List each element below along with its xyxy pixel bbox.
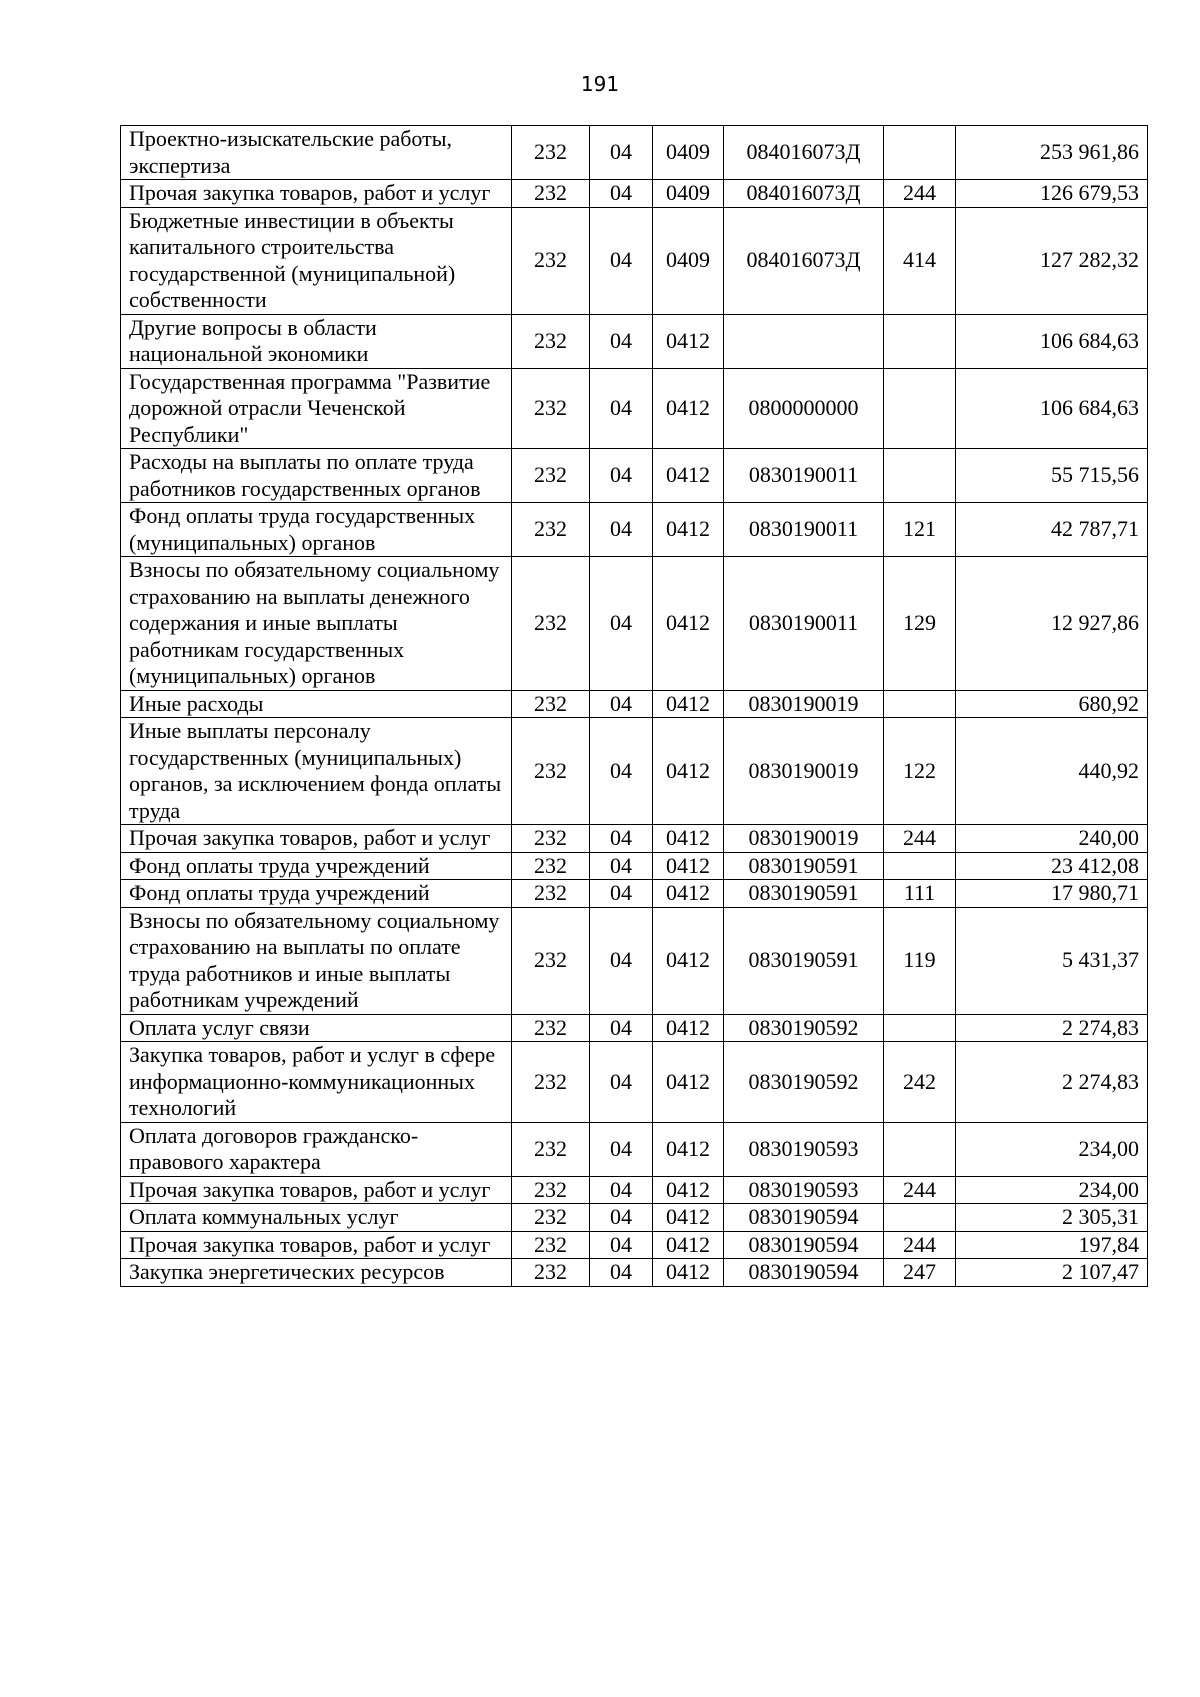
- row-name: Иные расходы: [121, 690, 512, 718]
- table-row: [121, 180, 1148, 208]
- row-target-article-code: 0830190011: [724, 557, 884, 691]
- row-name: Фонд оплаты труда государственных (муниципальных) органов: [121, 503, 512, 557]
- row-name: Взносы по обязательному социальному страхованию на выплаты по оплате труда работников и иные выплаты работникам учреждений: [121, 907, 512, 1014]
- row-target-article-code: 0830190594: [724, 1259, 884, 1287]
- row-grbs-code: 232: [512, 1122, 590, 1176]
- row-name: Прочая закупка товаров, работ и услуг: [121, 825, 512, 853]
- row-expense-type-code: 111: [884, 880, 956, 908]
- row-target-article-code: 0830190594: [724, 1231, 884, 1259]
- row-subsection-code: 0409: [653, 180, 724, 208]
- row-grbs-code: 232: [512, 907, 590, 1014]
- row-expense-type-code: [884, 449, 956, 503]
- row-name: Оплата договоров гражданско-правового характера: [121, 1122, 512, 1176]
- row-amount: 2 305,31: [956, 1204, 1148, 1232]
- row-target-article-code: [724, 314, 884, 368]
- table-row: [121, 690, 1148, 718]
- row-subsection-code: 0409: [653, 207, 724, 314]
- row-target-article-code: 0830190592: [724, 1014, 884, 1042]
- table-row: [121, 852, 1148, 880]
- row-grbs-code: 232: [512, 1014, 590, 1042]
- row-expense-type-code: 247: [884, 1259, 956, 1287]
- row-grbs-code: 232: [512, 852, 590, 880]
- row-name: Фонд оплаты труда учреждений: [121, 880, 512, 908]
- table-row: [121, 1176, 1148, 1204]
- row-expense-type-code: 244: [884, 825, 956, 853]
- row-subsection-code: 0412: [653, 314, 724, 368]
- row-subsection-code: 0412: [653, 449, 724, 503]
- row-amount: 127 282,32: [956, 207, 1148, 314]
- row-expense-type-code: 119: [884, 907, 956, 1014]
- row-section-code: 04: [590, 503, 653, 557]
- table-row: [121, 1259, 1148, 1287]
- row-amount: 440,92: [956, 718, 1148, 825]
- row-expense-type-code: 244: [884, 1231, 956, 1259]
- table-row: [121, 1204, 1148, 1232]
- row-grbs-code: 232: [512, 718, 590, 825]
- row-name: Оплата коммунальных услуг: [121, 1204, 512, 1232]
- row-expense-type-code: 414: [884, 207, 956, 314]
- table-row: [121, 207, 1148, 314]
- row-target-article-code: 0830190011: [724, 503, 884, 557]
- row-subsection-code: 0412: [653, 1014, 724, 1042]
- row-expense-type-code: 244: [884, 180, 956, 208]
- row-section-code: 04: [590, 1231, 653, 1259]
- row-section-code: 04: [590, 557, 653, 691]
- budget-table: [120, 125, 1148, 1287]
- row-subsection-code: 0412: [653, 1042, 724, 1123]
- row-target-article-code: 0830190591: [724, 907, 884, 1014]
- row-grbs-code: 232: [512, 557, 590, 691]
- row-subsection-code: 0412: [653, 880, 724, 908]
- row-amount: 2 274,83: [956, 1014, 1148, 1042]
- row-amount: 42 787,71: [956, 503, 1148, 557]
- row-amount: 126 679,53: [956, 180, 1148, 208]
- row-target-article-code: 0830190591: [724, 880, 884, 908]
- row-expense-type-code: [884, 690, 956, 718]
- row-section-code: 04: [590, 1259, 653, 1287]
- row-amount: 23 412,08: [956, 852, 1148, 880]
- row-grbs-code: 232: [512, 503, 590, 557]
- row-amount: 106 684,63: [956, 368, 1148, 449]
- row-target-article-code: 0830190592: [724, 1042, 884, 1123]
- table-row: [121, 126, 1148, 180]
- row-target-article-code: 0830190594: [724, 1204, 884, 1232]
- row-grbs-code: 232: [512, 825, 590, 853]
- table-row: [121, 907, 1148, 1014]
- table-row: [121, 368, 1148, 449]
- row-grbs-code: 232: [512, 1231, 590, 1259]
- row-expense-type-code: [884, 314, 956, 368]
- row-amount: 5 431,37: [956, 907, 1148, 1014]
- row-expense-type-code: 122: [884, 718, 956, 825]
- row-expense-type-code: [884, 368, 956, 449]
- row-name: Прочая закупка товаров, работ и услуг: [121, 1176, 512, 1204]
- table-row: [121, 1042, 1148, 1123]
- row-amount: 240,00: [956, 825, 1148, 853]
- row-grbs-code: 232: [512, 180, 590, 208]
- row-grbs-code: 232: [512, 368, 590, 449]
- row-amount: 197,84: [956, 1231, 1148, 1259]
- row-subsection-code: 0412: [653, 852, 724, 880]
- row-section-code: 04: [590, 1042, 653, 1123]
- row-target-article-code: 0830190591: [724, 852, 884, 880]
- row-name: Закупка товаров, работ и услуг в сфере информационно-коммуникационных технологий: [121, 1042, 512, 1123]
- row-expense-type-code: 244: [884, 1176, 956, 1204]
- row-subsection-code: 0412: [653, 690, 724, 718]
- row-section-code: 04: [590, 907, 653, 1014]
- row-grbs-code: 232: [512, 1204, 590, 1232]
- row-name: Прочая закупка товаров, работ и услуг: [121, 1231, 512, 1259]
- row-section-code: 04: [590, 180, 653, 208]
- row-target-article-code: 084016073Д: [724, 180, 884, 208]
- row-target-article-code: 0830190019: [724, 718, 884, 825]
- row-target-article-code: 0830190593: [724, 1176, 884, 1204]
- row-subsection-code: 0412: [653, 1122, 724, 1176]
- row-section-code: 04: [590, 314, 653, 368]
- row-amount: 680,92: [956, 690, 1148, 718]
- row-grbs-code: 232: [512, 449, 590, 503]
- row-amount: 12 927,86: [956, 557, 1148, 691]
- row-amount: 234,00: [956, 1176, 1148, 1204]
- table-row: [121, 1231, 1148, 1259]
- table-row: [121, 449, 1148, 503]
- row-section-code: 04: [590, 1176, 653, 1204]
- row-target-article-code: 084016073Д: [724, 126, 884, 180]
- row-subsection-code: 0412: [653, 907, 724, 1014]
- row-amount: 2 107,47: [956, 1259, 1148, 1287]
- row-subsection-code: 0409: [653, 126, 724, 180]
- row-section-code: 04: [590, 690, 653, 718]
- row-expense-type-code: [884, 126, 956, 180]
- row-section-code: 04: [590, 126, 653, 180]
- row-target-article-code: 084016073Д: [724, 207, 884, 314]
- row-section-code: 04: [590, 825, 653, 853]
- row-section-code: 04: [590, 207, 653, 314]
- table-row: [121, 880, 1148, 908]
- row-target-article-code: 0800000000: [724, 368, 884, 449]
- row-amount: 253 961,86: [956, 126, 1148, 180]
- table-row: [121, 1122, 1148, 1176]
- row-name: Взносы по обязательному социальному страхованию на выплаты денежного содержания и иные выплаты работникам государственных (муниципальных) органов: [121, 557, 512, 691]
- row-subsection-code: 0412: [653, 503, 724, 557]
- row-grbs-code: 232: [512, 690, 590, 718]
- row-grbs-code: 232: [512, 314, 590, 368]
- row-expense-type-code: [884, 852, 956, 880]
- row-name: Закупка энергетических ресурсов: [121, 1259, 512, 1287]
- row-target-article-code: 0830190011: [724, 449, 884, 503]
- row-name: Проектно-изыскательские работы, экспертиза: [121, 126, 512, 180]
- row-subsection-code: 0412: [653, 1176, 724, 1204]
- row-section-code: 04: [590, 368, 653, 449]
- table-row: [121, 503, 1148, 557]
- table-row: [121, 557, 1148, 691]
- row-name: Иные выплаты персоналу государственных (муниципальных) органов, за исключением фонда оплаты труда: [121, 718, 512, 825]
- row-name: Государственная программа "Развитие дорожной отрасли Чеченской Республики": [121, 368, 512, 449]
- row-grbs-code: 232: [512, 126, 590, 180]
- row-grbs-code: 232: [512, 1042, 590, 1123]
- row-grbs-code: 232: [512, 1259, 590, 1287]
- table-row: [121, 314, 1148, 368]
- row-subsection-code: 0412: [653, 557, 724, 691]
- row-subsection-code: 0412: [653, 825, 724, 853]
- row-name: Оплата услуг связи: [121, 1014, 512, 1042]
- row-name: Фонд оплаты труда учреждений: [121, 852, 512, 880]
- row-amount: 55 715,56: [956, 449, 1148, 503]
- row-section-code: 04: [590, 852, 653, 880]
- row-name: Бюджетные инвестиции в объекты капитального строительства государственной (муниципальной) собственности: [121, 207, 512, 314]
- row-amount: 106 684,63: [956, 314, 1148, 368]
- row-grbs-code: 232: [512, 207, 590, 314]
- row-name: Расходы на выплаты по оплате труда работников государственных органов: [121, 449, 512, 503]
- row-subsection-code: 0412: [653, 368, 724, 449]
- row-expense-type-code: 121: [884, 503, 956, 557]
- row-name: Прочая закупка товаров, работ и услуг: [121, 180, 512, 208]
- table-row: [121, 825, 1148, 853]
- row-section-code: 04: [590, 1204, 653, 1232]
- page-number: 191: [580, 72, 620, 96]
- row-subsection-code: 0412: [653, 1259, 724, 1287]
- row-section-code: 04: [590, 718, 653, 825]
- row-section-code: 04: [590, 1014, 653, 1042]
- row-subsection-code: 0412: [653, 1204, 724, 1232]
- table-row: [121, 718, 1148, 825]
- row-section-code: 04: [590, 1122, 653, 1176]
- row-amount: 2 274,83: [956, 1042, 1148, 1123]
- row-target-article-code: 0830190593: [724, 1122, 884, 1176]
- row-subsection-code: 0412: [653, 1231, 724, 1259]
- row-amount: 17 980,71: [956, 880, 1148, 908]
- row-amount: 234,00: [956, 1122, 1148, 1176]
- table-row: [121, 1014, 1148, 1042]
- row-expense-type-code: [884, 1122, 956, 1176]
- row-section-code: 04: [590, 449, 653, 503]
- row-grbs-code: 232: [512, 880, 590, 908]
- row-expense-type-code: [884, 1204, 956, 1232]
- row-expense-type-code: 129: [884, 557, 956, 691]
- row-grbs-code: 232: [512, 1176, 590, 1204]
- row-subsection-code: 0412: [653, 718, 724, 825]
- row-name: Другие вопросы в области национальной экономики: [121, 314, 512, 368]
- row-expense-type-code: 242: [884, 1042, 956, 1123]
- row-section-code: 04: [590, 880, 653, 908]
- row-target-article-code: 0830190019: [724, 690, 884, 718]
- row-expense-type-code: [884, 1014, 956, 1042]
- row-target-article-code: 0830190019: [724, 825, 884, 853]
